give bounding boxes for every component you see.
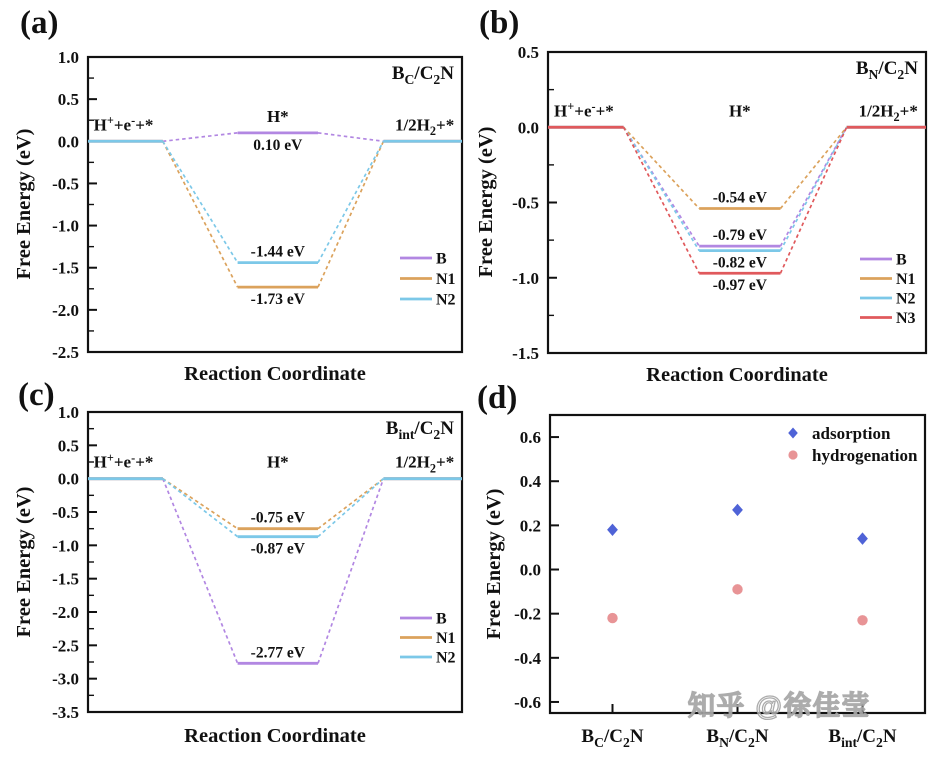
connector: [163, 479, 238, 529]
y-tick-label: 0.0: [57, 132, 79, 152]
y-tick-label: 1.0: [57, 48, 79, 67]
y-axis-label-a: Free Energy (eV): [13, 128, 35, 280]
y-tick-label: -1.0: [52, 216, 79, 236]
connector: [318, 141, 383, 287]
connector: [624, 127, 700, 250]
connector: [318, 141, 383, 262]
legend-d: [788, 424, 918, 465]
value-label: -0.54 eV: [712, 189, 767, 207]
y-tick-label: 0.6: [519, 428, 541, 448]
y-tick-label: -3.5: [52, 703, 79, 722]
y-tick-label: -0.6: [514, 692, 541, 712]
panel-title-b: $B_N/C_2N$: [855, 58, 918, 83]
y-tick-label: 0.5: [517, 43, 539, 62]
y-axis-ticks-c: [52, 403, 97, 722]
stage-label: H*: [266, 106, 289, 126]
legend-marker-circle: [788, 450, 797, 459]
connector: [624, 127, 700, 273]
y-tick-label: -0.2: [514, 604, 541, 624]
y-tick-label: 0.5: [57, 436, 79, 456]
y-axis-label-d: Free Energy (eV): [483, 488, 505, 640]
series-N1: [88, 141, 462, 287]
stage-label: $1/2H_2+*$: [394, 115, 455, 138]
y-axis-ticks-b: [512, 43, 557, 363]
value-label: 0.10 eV: [253, 136, 303, 154]
stage-label: $1/2H_2+*$: [858, 101, 918, 124]
y-tick-label: -2.5: [52, 636, 79, 656]
series-hydrogenation: [607, 584, 867, 625]
legend-label: adsorption: [812, 424, 891, 443]
data-point: [857, 615, 867, 625]
y-tick-label: 0.0: [57, 469, 79, 489]
legend-c: [400, 611, 456, 667]
x-category-label: $B_N/C_2N$: [706, 726, 769, 751]
data-point: [607, 613, 617, 623]
y-axis-label-b: Free Energy (eV): [475, 126, 497, 278]
y-axis-ticks-d: [514, 428, 559, 712]
x-axis-label-c: Reaction Coordinate: [184, 725, 366, 747]
stage-label: $1/2H_2+*$: [394, 452, 455, 476]
panel-letter-c: (c): [18, 377, 55, 413]
legend-label: N2: [436, 649, 456, 667]
series-adsorption: [607, 504, 868, 545]
y-tick-label: -1.5: [512, 344, 539, 363]
legend-label: B: [436, 610, 447, 628]
panel-b: [475, 5, 926, 386]
value-label: -1.73 eV: [250, 291, 305, 309]
legend-label: N1: [436, 630, 456, 647]
legend-label: N2: [436, 291, 456, 309]
connector: [163, 133, 238, 141]
y-tick-label: -2.0: [52, 603, 79, 622]
connector: [163, 141, 238, 287]
panel-title-a: $B_C/C_2N$: [391, 63, 454, 88]
panel-letter-b: (b): [479, 5, 520, 41]
connector: [780, 127, 846, 273]
data-point: [857, 532, 868, 544]
value-label: -0.82 eV: [712, 254, 767, 272]
legend-label: N3: [896, 310, 916, 327]
value-label: -0.79 eV: [712, 227, 767, 245]
connector: [318, 133, 383, 141]
y-tick-label: -0.5: [52, 174, 79, 194]
legend-label: N2: [896, 290, 916, 308]
y-tick-label: -0.4: [514, 648, 541, 668]
panel-title-c: $B_{int}/C_2N$: [385, 418, 454, 443]
x-axis-label-a: Reaction Coordinate: [184, 363, 366, 385]
data-point: [732, 584, 742, 594]
y-tick-label: -1.5: [52, 569, 79, 589]
y-tick-label: 0.4: [519, 472, 541, 492]
legend-a: [400, 251, 456, 309]
stage-label: H++e-+*: [93, 451, 154, 472]
legend-label: B: [436, 250, 447, 268]
legend-label: N1: [896, 271, 916, 288]
y-axis-label-c: Free Energy (eV): [13, 486, 35, 638]
value-label: -0.97 eV: [712, 277, 767, 295]
y-tick-label: 0.2: [519, 516, 541, 536]
value-label: -0.75 eV: [250, 509, 305, 527]
y-tick-label: 1.0: [57, 403, 79, 422]
y-tick-label: -2.0: [52, 300, 79, 320]
connector: [780, 127, 846, 250]
stage-label: H++e-+*: [93, 113, 154, 135]
legend-marker-diamond: [788, 428, 798, 439]
y-tick-label: -1.0: [52, 536, 79, 556]
x-category-label: $B_C/C_2N$: [581, 726, 644, 751]
y-tick-label: 0.0: [517, 118, 539, 138]
value-label: -2.77 eV: [250, 644, 305, 662]
y-tick-label: -1.0: [512, 268, 539, 288]
stage-label: H++e-+*: [554, 99, 614, 121]
connector: [163, 479, 238, 664]
x-category-label: $B_{int}/C_2N$: [828, 726, 897, 751]
stage-label: H*: [266, 452, 289, 472]
y-tick-label: -2.5: [52, 343, 79, 362]
series-B: [88, 479, 462, 664]
y-tick-label: 0.0: [519, 560, 541, 580]
y-tick-label: -3.0: [52, 669, 79, 689]
connector: [163, 141, 238, 262]
y-tick-label: -1.5: [52, 258, 79, 278]
value-label: -1.44 eV: [250, 243, 305, 261]
legend-label: B: [896, 251, 907, 269]
data-point: [607, 524, 618, 536]
connector: [318, 479, 383, 664]
legend-b: [860, 252, 916, 328]
legend-label: N1: [436, 271, 456, 288]
y-axis-ticks-a: [52, 48, 97, 362]
stage-label: H*: [728, 101, 751, 121]
connector: [318, 479, 383, 529]
value-label: -0.87 eV: [250, 540, 305, 558]
y-tick-label: 0.5: [57, 90, 79, 110]
data-point: [732, 504, 743, 516]
watermark: 知乎 @徐佳莹: [688, 691, 871, 721]
connector: [163, 479, 238, 537]
panel-c: [13, 377, 462, 747]
panel-letter-a: (a): [20, 5, 59, 41]
panel-a: [13, 5, 462, 385]
legend-label: hydrogenation: [812, 446, 918, 465]
connector: [624, 127, 700, 208]
panel-d: [477, 380, 925, 750]
connector: [780, 127, 846, 208]
y-tick-label: -0.5: [512, 193, 539, 213]
y-tick-label: -0.5: [52, 503, 79, 522]
x-axis-label-b: Reaction Coordinate: [646, 364, 828, 386]
panel-letter-d: (d): [477, 380, 518, 416]
x-axis-ticks-d: [581, 704, 896, 750]
